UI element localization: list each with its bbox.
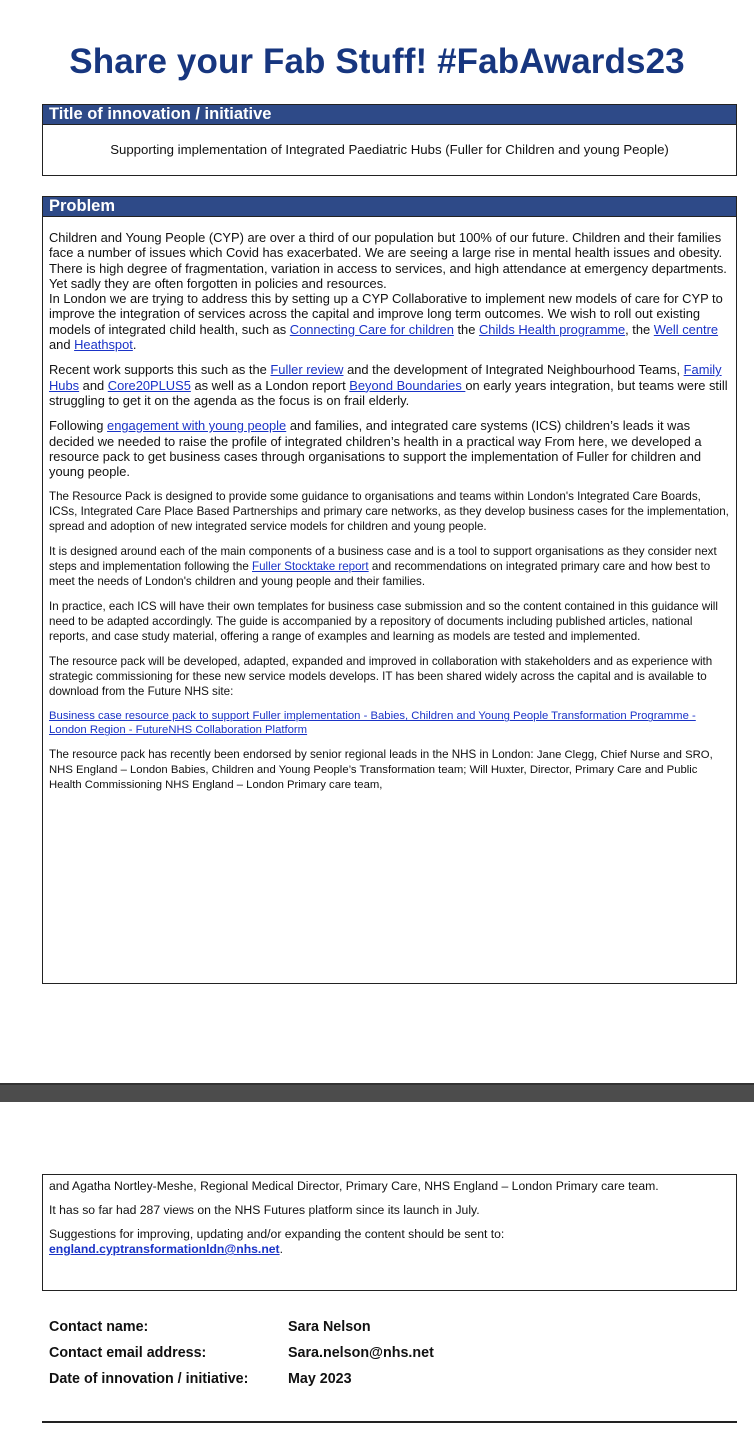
problem-paragraph-4: Following engagement with young people and families, and integrated care systems (ICS) children’s leads it was decided we needed to raise the profile of integrated children’s health in a practical way From here, we developed a resource pack to get business cases through organisations to support the implementation of Fuller for children and young people.: [49, 418, 702, 480]
contact-email-row: [49, 1344, 434, 1370]
title-section: [42, 104, 737, 176]
problem-section: [42, 196, 737, 984]
contact-date-label: Date of innovation / initiative:: [49, 1371, 249, 1387]
problem-body: [43, 217, 736, 792]
contact-date-value: May 2023: [288, 1371, 352, 1387]
continuation-line-2: It has so far had 287 views on the NHS Futures platform since its launch in July.: [49, 1203, 480, 1217]
problem-section-header: Problem: [43, 197, 736, 217]
page-separator: [0, 1083, 754, 1102]
contact-name-value: Sara Nelson: [288, 1319, 371, 1335]
problem-paragraph-1: Children and Young People (CYP) are over a third of our population but 100% of our future. Children and their families face a number of issues which Covid has exacerbated. We are seeing a large rise in mental health issues and obesity. There is high degree of fragmentation, variation in access to services, and high attendance at emergency departments. Yet sadly they are often forgotten in policies and resources.: [49, 230, 727, 291]
family-hubs-link[interactable]: Family Hubs: [49, 362, 722, 393]
contact-date-row: [49, 1370, 434, 1396]
problem-paragraph-9: [49, 709, 730, 737]
core20plus5-link[interactable]: Core20PLUS5: [107, 377, 191, 393]
engagement-link[interactable]: engagement with young people: [107, 418, 287, 434]
problem-paragraph-3: Recent work supports this such as the Fuller review and the development of Integrated Neighbourhood Teams, Family Hubs and Core20PLUS5 as well as a London report Beyond Boundaries on early years integration, but teams were still struggling to get it on the agenda as the focus is on frail elderly.: [49, 362, 728, 408]
continuation-line-3: Suggestions for improving, updating and/or expanding the content should be sent to: england.cyptransformationldn@nhs.net.: [49, 1227, 505, 1256]
continuation-body: [43, 1175, 736, 1257]
email-link[interactable]: england.cyptransformationldn@nhs.net: [49, 1242, 280, 1256]
problem-paragraph-5: The Resource Pack is designed to provide some guidance to organisations and teams within London's Integrated Care Boards, ICSs, Integrated Care Place Based Partnerships and primary care networks, as they develop business cases for the implementation, spread and adoption of new integrated service models for children and young people.: [49, 490, 729, 534]
problem-continuation: [42, 1174, 737, 1291]
future-nhs-link[interactable]: Business case resource pack to support Fuller implementation - Babies, Children and Young People Transformation Programme - London Region - FutureNHS Collaboration Platform: [49, 710, 696, 737]
childs-health-link[interactable]: Childs Health programme: [478, 321, 626, 337]
well-centre-link[interactable]: Well centre: [653, 321, 719, 337]
title-section-header: Title of innovation / initiative: [43, 105, 736, 125]
problem-paragraph-8: The resource pack will be developed, adapted, expanded and improved in collaboration with stakeholders and as experience with strategic commissioning for these new service models develops. IT has been shared widely across the capital and is available to download from the Future NHS site:: [49, 655, 713, 699]
beyond-boundaries-link[interactable]: Beyond Boundaries: [349, 377, 466, 393]
problem-paragraph-7: In practice, each ICS will have their own templates for business case submission and so the content contained in this guidance will need to be adapted accordingly. The guide is accompanied by a repository of documents including published articles, national reports, and case study material, offering a range of examples and learning as models are tested and implemented.: [49, 600, 718, 644]
innovation-title: Supporting implementation of Integrated Paediatric Hubs (Fuller for Children and young People): [110, 142, 669, 157]
contact-email-value: Sara.nelson@nhs.net: [288, 1345, 434, 1361]
fuller-stocktake-link[interactable]: Fuller Stocktake report: [252, 560, 369, 574]
contact-name-label: Contact name:: [49, 1319, 149, 1335]
heathspot-link[interactable]: Heathspot: [74, 337, 133, 353]
connecting-care-link[interactable]: Connecting Care for children: [289, 321, 454, 337]
problem-paragraph-2: In London we are trying to address this by setting up a CYP Collaborative to implement new models of care for CYP to improve the integration of services across the capital and improve long term outcomes. We wish to roll out existing models of integrated child health, such as Connecting Care for children the Childs Health programme, the Well centre and Heathspot.: [49, 291, 723, 353]
contact-email-label: Contact email address:: [49, 1345, 207, 1361]
contact-details: [49, 1318, 434, 1396]
problem-paragraph-10: The resource pack has recently been endorsed by senior regional leads in the NHS in London: Jane Clegg, Chief Nurse and SRO, NHS England – London Babies, Children and Young People’s Transformation team; Will Huxter, Director, Primary Care and Public Health Commissioning NHS England – London Primary care team,: [49, 748, 713, 792]
page-title: Share your Fab Stuff! #FabAwards23: [69, 42, 685, 81]
continuation-line-1: and Agatha Nortley-Meshe, Regional Medical Director, Primary Care, NHS England – London Primary care team.: [49, 1179, 659, 1193]
next-section-border: [42, 1421, 737, 1429]
fuller-review-link[interactable]: Fuller review: [270, 362, 344, 378]
problem-paragraph-6: It is designed around each of the main components of a business case and is a tool to support organisations as they consider next steps and implementation following the Fuller Stocktake report and recommendations on integrated primary care and how best to meet the needs of London's children and young people and their families.: [49, 545, 717, 589]
contact-name-row: [49, 1318, 434, 1344]
